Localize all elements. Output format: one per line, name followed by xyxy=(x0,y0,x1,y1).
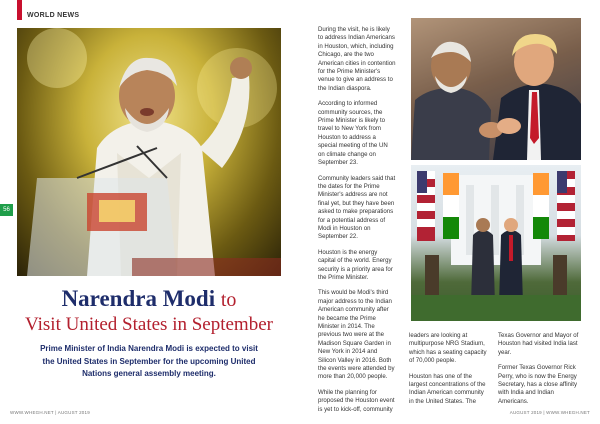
modi-speech-photo xyxy=(17,28,281,276)
paragraph: While the planning for proposed the Houston event is yet to kick-off, community xyxy=(318,388,395,413)
paragraph: Houston has one of the largest concentrations of the Indian American community in the United States. The xyxy=(409,372,486,405)
paragraph: Texas Governor and Mayor of Houston had visited India last year. xyxy=(498,332,579,356)
folio-left: WWW.WHEGH.NET | AUGUST 2019 xyxy=(10,410,90,415)
folio-right: AUGUST 2019 | WWW.WHEGH.NET xyxy=(509,410,590,415)
paragraph: This would be Modi's third major address to the Indian American community after he became the Prime Minister in 2014. The previous two were at the Madison Square Garden in New York in 2014 and Silicon Valley in 2016. Both the events were attended by more than 20,000 people. xyxy=(318,289,395,381)
modi-trump-handshake-photo xyxy=(411,18,581,160)
body-column-3 xyxy=(498,332,580,413)
body-column-1 xyxy=(318,26,396,421)
page-number-tab: 56 xyxy=(0,204,13,216)
paragraph: Former Texas Governor Rick Perry, who is now the Energy Secretary, has a close affinity with India and Indian Americans. xyxy=(498,364,578,405)
section-label: WORLD NEWS xyxy=(27,12,80,19)
headline-connector: to xyxy=(220,289,237,311)
body-column-2 xyxy=(409,332,489,413)
paragraph: During the visit, he is likely to address Indian Americans in Houston, which, including Chicago, are the two American cities in contention for the Prime Minister's venue to give an address to the Indian diaspora. xyxy=(318,26,396,92)
paragraph: According to informed community sources, the Prime Minister is likely to travel to New York from Houston to address a special meeting of the UN on climate change on September 23. xyxy=(318,100,388,167)
article-headline xyxy=(17,286,281,337)
white-house-ceremony-photo xyxy=(411,165,581,321)
headline-name: Narendra Modi xyxy=(61,286,216,311)
paragraph: Community leaders said that the dates for the Prime Minister's address are not final yet, but they have been asked to make preparations for a potential address of Modi in Houston on September 22. xyxy=(318,174,396,241)
section-accent-bar xyxy=(17,0,22,20)
article-deck: Prime Minister of India Narendra Modi is expected to visit the United States in September for the upcoming United Nations general assembly meeting. xyxy=(40,344,258,378)
paragraph: leaders are looking at multipurpose NRG Stadium, which has a seating capacity of 70,000 people. xyxy=(409,332,487,365)
paragraph: Houston is the energy capital of the world. Energy security is a priority area for the Prime Minister. xyxy=(318,248,393,281)
headline-line2: Visit United States in September xyxy=(25,314,273,335)
